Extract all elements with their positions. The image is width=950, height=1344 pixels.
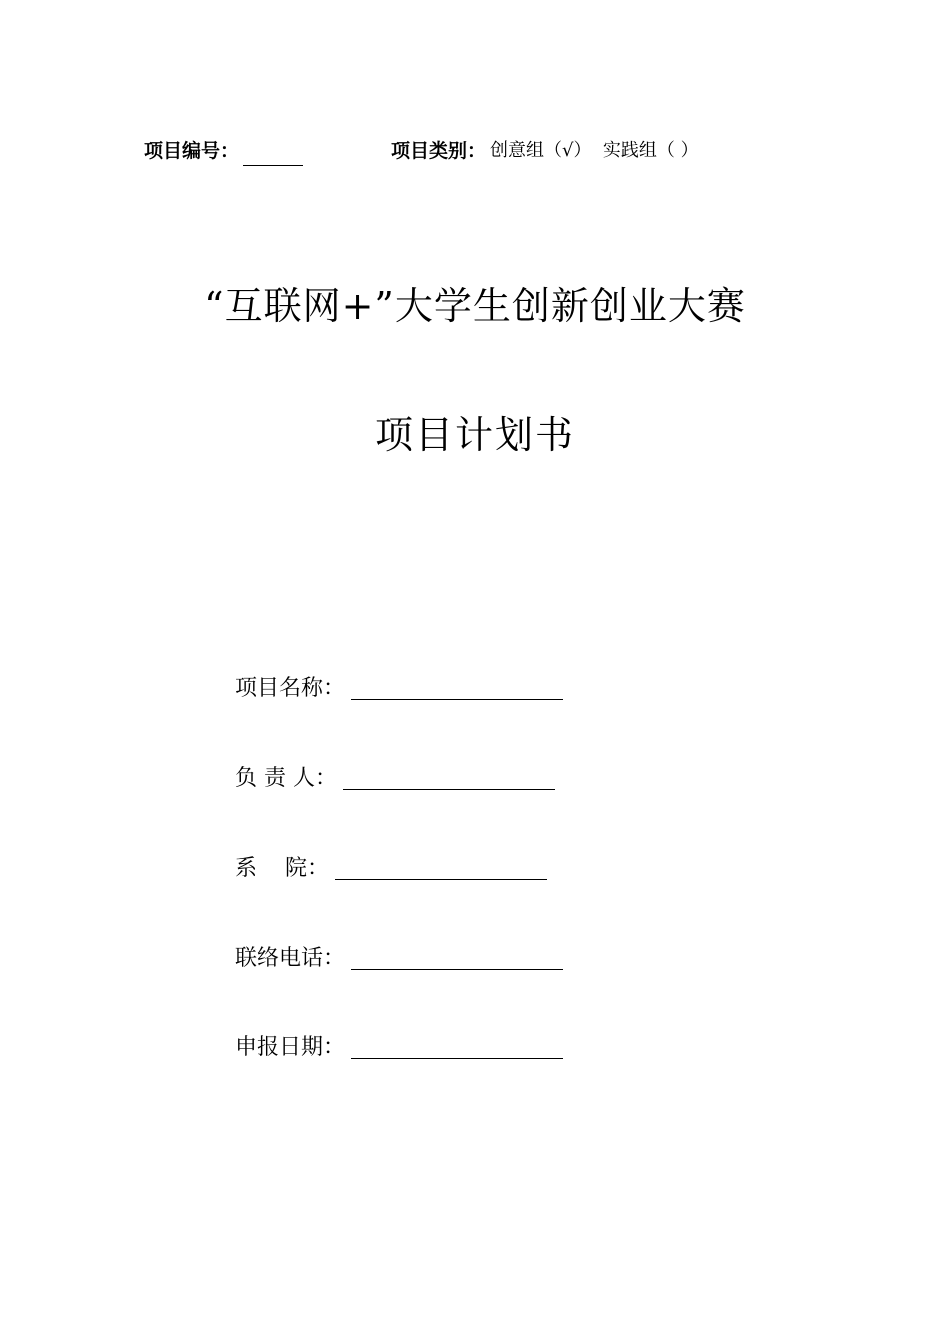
- field-date: [235, 1031, 563, 1065]
- field-project-name: [235, 672, 563, 706]
- field-label: 申报日期：: [235, 1035, 346, 1060]
- field-phone: [235, 942, 563, 976]
- phone-blank[interactable]: [351, 943, 563, 970]
- main-title: “互联网+”大学生创新创业大赛: [204, 284, 746, 328]
- department-blank[interactable]: [335, 853, 547, 880]
- field-label: 联络电话：: [235, 946, 346, 971]
- field-label: 负 责 人：: [235, 766, 337, 791]
- project-name-blank[interactable]: [351, 673, 563, 700]
- field-department: [235, 852, 547, 886]
- project-number-blank[interactable]: [243, 143, 303, 166]
- sub-title: 项目计划书: [374, 413, 575, 457]
- field-leader: [235, 762, 555, 796]
- leader-blank[interactable]: [343, 763, 555, 790]
- project-number: [144, 136, 303, 166]
- project-category-label: 项目类别：: [391, 140, 487, 162]
- field-label: 项目名称：: [235, 676, 346, 701]
- field-label: 系 院：: [235, 856, 329, 881]
- project-number-label: 项目编号：: [144, 140, 240, 162]
- meta-line: [0, 136, 950, 166]
- project-category: [391, 136, 699, 166]
- project-category-options: 创意组（√） 实践组（ ）: [490, 140, 699, 161]
- date-blank[interactable]: [351, 1032, 563, 1059]
